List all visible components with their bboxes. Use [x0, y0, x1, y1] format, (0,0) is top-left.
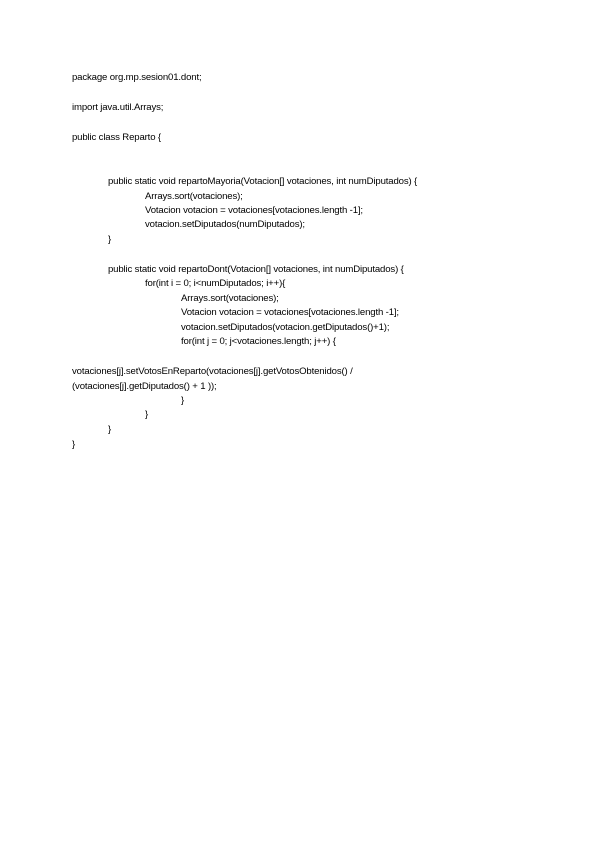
code-line-class-declaration: public class Reparto {: [72, 132, 161, 143]
code-line-for-i: for(int i = 0; i<numDiputados; i++){: [145, 278, 286, 289]
code-line-close-for-j: }: [181, 395, 185, 406]
code-line-method-reparto-dont: public static void repartoDont(Votacion[] votaciones, int numDiputados) {: [108, 264, 404, 275]
code-line-for-j: for(int j = 0; j<votaciones.length; j++) {: [181, 336, 336, 347]
code-line-set-diputados: votacion.setDiputados(numDiputados);: [145, 219, 305, 230]
code-line-package: package org.mp.sesion01.dont;: [72, 72, 202, 83]
code-line-method-reparto-mayoria: public static void repartoMayoria(Votacion[] votaciones, int numDiputados) {: [108, 176, 418, 187]
code-line-close-method: }: [108, 234, 112, 245]
code-line-votacion-assign-inner: Votacion votacion = votaciones[votaciones.length -1];: [181, 307, 399, 318]
code-line-close-for-i: }: [145, 409, 149, 420]
code-line-sort-inner: Arrays.sort(votaciones);: [181, 293, 279, 304]
code-line-close-method-dont: }: [108, 424, 112, 435]
code-line-sort: Arrays.sort(votaciones);: [145, 191, 243, 202]
code-line-close-class: }: [72, 439, 76, 450]
code-line-votacion-assign: Votacion votacion = votaciones[votaciones.length -1];: [145, 205, 363, 216]
code-line-set-votos-en-reparto: votaciones[j].setVotosEnReparto(votaciones[j].getVotosObtenidos() /: [72, 366, 353, 377]
code-line-import: import java.util.Arrays;: [72, 102, 164, 113]
code-line-get-diputados-plus-one: (votaciones[j].getDiputados() + 1 ));: [72, 381, 217, 392]
code-line-set-diputados-inner: votacion.setDiputados(votacion.getDiputados()+1);: [181, 322, 390, 333]
